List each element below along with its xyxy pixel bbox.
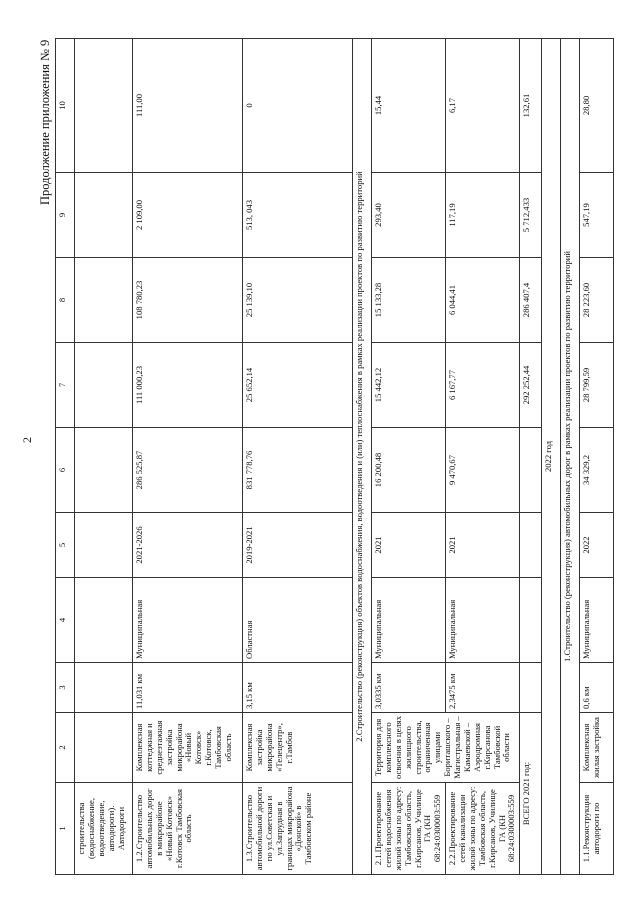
- data-table: [55, 38, 614, 875]
- cell-ownership: Муниципальная: [372, 578, 446, 663]
- cell-value-10: 0: [243, 39, 353, 173]
- page-number: 2: [20, 437, 34, 443]
- cell-length: 3,15 км: [243, 663, 353, 713]
- cell-period: 2021-2026: [133, 513, 243, 578]
- cell-value-6: 286 525,87: [133, 428, 243, 513]
- cell-value-6: 831 778,76: [243, 428, 353, 513]
- cell-project: Комплексная жилая застройка: [580, 713, 614, 783]
- cell-object: 1.3.Строительство автомобильной дороги по ул.Советская и ул.Запрудная в границах микрорайона «Донской» в Тамбовском районе: [243, 783, 353, 875]
- cell-value-10: 15,44: [372, 39, 446, 173]
- table-row: [75, 39, 133, 875]
- total-value-7: 292 252,44: [520, 343, 542, 428]
- cell-object: строительства (водоснабжение, водоотведение, автодороги). Автодороги: [75, 783, 133, 875]
- cell-value-9: 513, 043: [243, 173, 353, 258]
- rotated-table-container: [55, 39, 615, 875]
- section-2-title: 2.Строительство (реконструкция) объектов водоснабжения, водоотведения и (или) теплоснабжения в рамках реализации проектов по развитию территорий: [353, 39, 372, 875]
- cell-object: 1.1.Реконструкция автодороги по: [580, 783, 614, 875]
- col-num-2: 2: [56, 713, 75, 783]
- section-header-row: [353, 39, 372, 875]
- total-row: [520, 39, 542, 875]
- year-header-row: [542, 39, 561, 875]
- cell-object: 1.2.Строительство автомобильных дорог в микрорайоне «Новый Котовск» г.Котовск Тамбовская область: [133, 783, 243, 875]
- col-num-7: 7: [56, 343, 75, 428]
- continuation-caption: Продолжение приложения № 9: [38, 39, 52, 205]
- cell-value-6: 16 200,48: [372, 428, 446, 513]
- cell-ownership: Муниципальная: [446, 578, 520, 663]
- cell-value-9: 2 109,00: [133, 173, 243, 258]
- cell-value-9: 547,19: [580, 173, 614, 258]
- col-num-4: 4: [56, 578, 75, 663]
- section-1-title: 1.Строительство (реконструкция) автомобильных дорог в рамках реализации проектов по развитию территорий: [561, 39, 580, 875]
- cell-value-10: 111,00: [133, 39, 243, 173]
- cell-value-7: 15 442,12: [372, 343, 446, 428]
- cell-value-8: 15 133,28: [372, 258, 446, 343]
- cell-value-8: 108 780,23: [133, 258, 243, 343]
- cell-value-9: 293,40: [372, 173, 446, 258]
- cell-period: 2022: [580, 513, 614, 578]
- col-num-8: 8: [56, 258, 75, 343]
- cell-value-6: 9 470,67: [446, 428, 520, 513]
- total-value-9: 5 712,433: [520, 173, 542, 258]
- cell-length: 3,0335 км: [372, 663, 446, 713]
- cell-value-6: 34 329,2: [580, 428, 614, 513]
- cell-project: Комплексная застройка микрорайона «Телецентр», г.Тамбов: [243, 713, 353, 783]
- cell-value-7: 6 167,77: [446, 343, 520, 428]
- cell-project: Комплексная коттеджная и среднеэтажная застройка микрорайона «Новый Котовск» г.Котовск, Тамбовская область: [133, 713, 243, 783]
- cell-value-8: 28 223,60: [580, 258, 614, 343]
- cell-length: 11,031 км: [133, 663, 243, 713]
- col-num-6: 6: [56, 428, 75, 513]
- cell-object: 2.2.Проектирование сетей канализации жилой зоны по адресу: Тамбовская область, г.Кирсанов, Училище ГА (КН 68:24:0300003:559: [446, 783, 520, 875]
- total-label: ВСЕГО 2021 год:: [520, 713, 542, 875]
- cell-object: 2.1.Проектирование сетей водоснабжения жилой зоны по адресу: Тамбовская область, г.Кирсанов, Училище ГА (КН 68:24:0300003:559: [372, 783, 446, 875]
- cell-ownership: Областная: [243, 578, 353, 663]
- section-header-row: [561, 39, 580, 875]
- table-row: [580, 39, 614, 875]
- col-num-1: 1: [56, 783, 75, 875]
- cell-period: 2021: [446, 513, 520, 578]
- col-num-5: 5: [56, 513, 75, 578]
- cell-ownership: Муниципальная: [580, 578, 614, 663]
- cell-ownership: Муниципальная: [133, 578, 243, 663]
- col-num-3: 3: [56, 663, 75, 713]
- cell-value-10: 28,80: [580, 39, 614, 173]
- table-row: [372, 39, 446, 875]
- cell-period: 2019-2021: [243, 513, 353, 578]
- col-num-10: 10: [56, 39, 75, 173]
- cell-value-7: 111 000,23: [133, 343, 243, 428]
- total-value-8: 286 407,4: [520, 258, 542, 343]
- table-row: [243, 39, 353, 875]
- cell-value-8: 6 044,41: [446, 258, 520, 343]
- cell-period: 2021: [372, 513, 446, 578]
- cell-value-9: 117,19: [446, 173, 520, 258]
- cell-value-8: 25 139,10: [243, 258, 353, 343]
- col-num-9: 9: [56, 173, 75, 258]
- cell-value-7: 25 652,14: [243, 343, 353, 428]
- total-value-10: 132,61: [520, 39, 542, 173]
- year-2022-title: 2022 год: [542, 39, 561, 875]
- cell-value-10: 6,17: [446, 39, 520, 173]
- column-number-row: [56, 39, 75, 875]
- table-row: [133, 39, 243, 875]
- cell-length: 2,3475 км: [446, 663, 520, 713]
- cell-length: 0,6 км: [580, 663, 614, 713]
- cell-project: Территория для комплексного освоения в целях жилищного строительства, ограниченная улицами Бориташского – Магистральная – Камаевской – Аэродромная г.Кирсанова Тамбовской области: [372, 713, 520, 783]
- cell-value-7: 28 799,59: [580, 343, 614, 428]
